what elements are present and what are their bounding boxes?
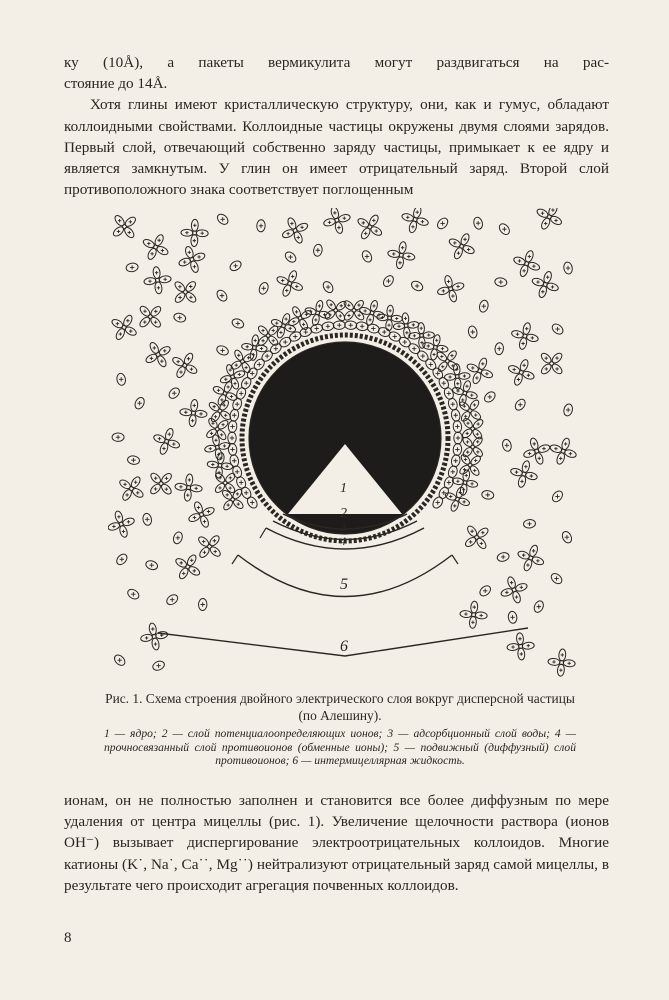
hydrated-ion (208, 399, 232, 423)
figure-caption-title: Рис. 1. Схема строения двойного электрического слоя вокруг дисперсной частицы (по Алешину). (105, 691, 575, 723)
counter-ion (561, 530, 574, 544)
counter-ion (165, 593, 180, 607)
counter-ion (229, 409, 240, 422)
hydrated-ion (531, 271, 559, 299)
counter-ion (333, 321, 345, 330)
hydrated-ion (549, 437, 577, 465)
hydrated-ion (173, 280, 197, 304)
counter-ion (240, 376, 253, 391)
counter-ion (258, 281, 270, 295)
hydrated-ion (180, 399, 208, 427)
counter-ion (126, 587, 141, 600)
counter-ion (228, 259, 243, 273)
text-line-1: ку (10Å), а пакеты вермикулита могут раздвигаться на рас- (64, 54, 609, 71)
hydrated-ion (387, 241, 415, 269)
hydrated-ion (188, 501, 216, 529)
hydrated-ion (393, 313, 419, 339)
counter-ion (497, 222, 511, 237)
hydrated-ion (507, 359, 535, 387)
counter-ion (360, 249, 373, 264)
hydrated-ion (536, 208, 563, 230)
counter-ion (313, 244, 323, 257)
hydrated-ion (287, 305, 312, 330)
counter-ion (549, 571, 564, 585)
hydrated-ion (356, 214, 383, 241)
counter-ion (481, 490, 494, 500)
hydrated-ion (171, 352, 198, 379)
counter-ion (256, 220, 265, 232)
hydrated-ion (111, 314, 138, 341)
hydrated-ion (214, 472, 237, 495)
counter-ion (523, 519, 536, 529)
paragraph-colloids: Хотя глины имеют кристаллическую структуру, они, как и гумус, обладают коллоидными свойствами. Коллоидные частицы окружены двумя слоями зарядов. Первый слой, отвечающий собственно заряду частицы, примыкает к ее ядру и является замкнутым. У глин он имеет отрицательный заряд. Второй слой противоположного знака соответствует поглощенным (64, 96, 609, 199)
counter-ion (472, 216, 483, 230)
counter-ion (435, 216, 449, 231)
counter-ion (228, 432, 236, 444)
counter-ion (142, 513, 153, 526)
counter-ion (283, 250, 298, 264)
counter-ion (407, 342, 422, 356)
hydrated-ion (144, 266, 172, 294)
hydrated-ion (511, 322, 539, 350)
counter-ion (112, 433, 124, 442)
hydrated-ion (178, 246, 206, 274)
hydrated-ion (458, 453, 482, 477)
hydrated-ion (548, 649, 576, 677)
hydrated-ion (197, 534, 222, 559)
counter-ion (431, 495, 445, 510)
hydrated-ion (145, 341, 172, 368)
bottom-text (64, 790, 609, 896)
hydrated-ion (401, 208, 429, 234)
counter-ion (550, 489, 564, 504)
hydrated-ion (204, 434, 230, 460)
hydrated-ion (276, 270, 304, 298)
counter-ion (483, 390, 498, 404)
hydrated-ion (138, 305, 162, 329)
hydrated-ion (460, 601, 488, 629)
counter-ion (424, 357, 438, 372)
layer-label-4: 4 (340, 534, 346, 548)
hydrated-ion (118, 475, 144, 501)
hydrated-ion (507, 633, 535, 661)
layer-label-1: 1 (340, 481, 347, 496)
counter-ion (450, 409, 461, 422)
counter-ion (453, 443, 463, 456)
counter-ion (260, 349, 274, 363)
layer-label-6: 6 (340, 638, 348, 655)
hydrated-ion (466, 357, 494, 385)
counter-ion (532, 599, 545, 613)
layer-label-5: 5 (340, 576, 348, 593)
hydrated-ion (108, 510, 135, 538)
layer-5-tick-left (232, 555, 238, 564)
counter-ion (416, 349, 430, 363)
counter-ion (126, 262, 139, 272)
counter-ion (116, 373, 126, 386)
hydrated-ion (540, 351, 564, 375)
micelle-diagram (108, 208, 582, 678)
counter-ion (231, 317, 245, 330)
counter-ion (229, 454, 240, 467)
text-line-2: стояние до 14Å. (64, 75, 168, 93)
counter-ion (228, 420, 238, 433)
counter-ion (513, 397, 527, 412)
page-number: 8 (64, 930, 72, 946)
layer-5-tick-right (452, 555, 458, 564)
counter-ion (151, 660, 165, 672)
counter-ion (563, 403, 574, 417)
counter-ion (172, 531, 184, 545)
layer-4-tick-left (260, 528, 266, 538)
hydrated-ion (174, 553, 201, 580)
hydrated-ion (458, 399, 482, 423)
counter-ion (173, 312, 187, 323)
counter-ion (245, 495, 259, 510)
hydrated-ion (142, 233, 169, 260)
figure-caption-legend: 1 — ядро; 2 — слой потенциалоопределяющих ионов; 3 — адсорбционный слой воды; 4 — прочносвязанный слой противоионов (обменные ионы); 5 — подвижный (диффузный) слой противоионов; 6 — интермицеллярная жидкость. (104, 727, 576, 768)
counter-ion (478, 299, 489, 313)
top-text (64, 52, 609, 200)
counter-ion (215, 288, 229, 303)
counter-ion (437, 376, 450, 391)
counter-ion (115, 552, 129, 567)
hydrated-ion (500, 576, 528, 604)
counter-ion (245, 366, 259, 381)
counter-ion (269, 342, 284, 356)
counter-ion (167, 386, 181, 400)
counter-ion (501, 438, 512, 452)
counter-ion (145, 559, 159, 571)
counter-ion (252, 357, 266, 372)
counter-ion (563, 261, 573, 274)
counter-ion (478, 584, 493, 598)
hydrated-ion (181, 219, 208, 246)
counter-ion (381, 274, 395, 289)
hydrated-ion (175, 474, 203, 502)
counter-ion (345, 321, 357, 330)
counter-ion (496, 551, 510, 562)
hydrated-ion (281, 217, 309, 245)
hydrated-ion (112, 214, 137, 239)
hydrated-ion (140, 623, 168, 651)
counter-ion (454, 432, 462, 444)
paragraph-micelle: ионам, он не полностью заполнен и становится все более диффузным по мере удаления от центра мицеллы (рис. 1). Увеличение щелочности раствора (ионов OH⁻) вызывает диспергирование электроотрицательных коллоидов. Многие катионы (K˙, Na˙, Ca˙˙, Mg˙˙) нейтрализуют отрицательный заряд самой мицеллы, в результате чего происходит агрегация почвенных коллоидов. (64, 792, 609, 894)
hydrated-ion (448, 233, 475, 260)
hydrated-ion (510, 460, 538, 488)
hydrated-ion (437, 275, 465, 303)
counter-ion (321, 280, 335, 295)
hydrated-ion (205, 417, 229, 441)
layer-label-2: 2 (340, 506, 347, 521)
counter-ion (467, 325, 478, 339)
hydrated-ion (409, 322, 435, 348)
counter-ion (453, 420, 463, 433)
counter-ion (508, 611, 518, 624)
counter-ion (321, 321, 334, 331)
counter-ion (450, 454, 461, 467)
counter-ion (215, 212, 230, 226)
layer-label-3: 3 (340, 520, 346, 534)
hydrated-ion (153, 427, 181, 455)
hydrated-ion (517, 544, 545, 572)
counter-ion (410, 279, 425, 292)
hydrated-ion (212, 381, 238, 407)
counter-ion (112, 653, 126, 667)
counter-ion (133, 396, 146, 410)
counter-ion (550, 322, 565, 336)
counter-ion (228, 443, 238, 456)
counter-ion (494, 342, 504, 355)
counter-ion (431, 366, 445, 381)
counter-ion (494, 277, 507, 287)
hydrated-ion (513, 250, 541, 278)
counter-ion (198, 598, 207, 610)
counter-ion (127, 455, 140, 465)
hydrated-ion (464, 524, 490, 550)
counter-ion (215, 344, 229, 357)
hydrated-ion (323, 208, 351, 234)
hydrated-ion (149, 472, 173, 496)
